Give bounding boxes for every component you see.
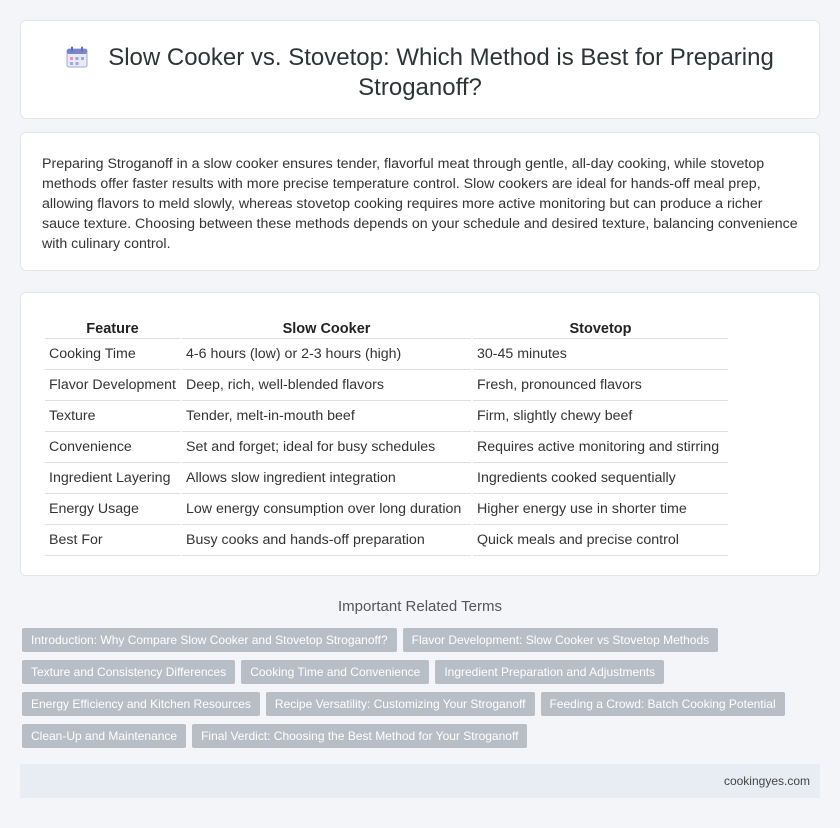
header-slow-cooker: Slow Cooker [182,315,471,339]
table-row [45,370,728,401]
stovetop-cell: 30-45 minutes [473,339,728,370]
related-term-tag[interactable]: Final Verdict: Choosing the Best Method for Your Stroganoff [192,724,527,748]
related-term-tag[interactable]: Energy Efficiency and Kitchen Resources [22,692,260,716]
feature-cell: Cooking Time [45,339,180,370]
stovetop-cell: Fresh, pronounced flavors [473,370,728,401]
table-row [45,339,728,370]
feature-cell: Best For [45,525,180,556]
slow-cooker-cell: 4-6 hours (low) or 2-3 hours (high) [182,339,471,370]
intro-text: Preparing Stroganoff in a slow cooker ensures tender, flavorful meat through gentle, all-day cooking, while stovetop methods offer faster results with more precise temperature control. Slow cookers are ideal for hands-off meal prep, allowing flavors to meld slowly, whereas stovetop cooking requires more active monitoring but can produce a richer sauce texture. Choosing between these methods depends on your schedule and desired texture, balancing convenience with culinary control. [42,156,798,252]
related-term-tag[interactable]: Flavor Development: Slow Cooker vs Stovetop Methods [403,628,718,652]
calendar-icon [66,46,88,68]
stovetop-cell: Firm, slightly chewy beef [473,401,728,432]
table-row [45,463,728,494]
comparison-table [43,315,730,556]
related-term-tag[interactable]: Feeding a Crowd: Batch Cooking Potential [541,692,785,716]
feature-cell: Energy Usage [45,494,180,525]
feature-cell: Flavor Development [45,370,180,401]
slow-cooker-cell: Deep, rich, well-blended flavors [182,370,471,401]
related-term-tag[interactable]: Recipe Versatility: Customizing Your Stroganoff [266,692,535,716]
footer-site-link[interactable]: cookingyes.com [723,774,810,788]
page-title: Slow Cooker vs. Stovetop: Which Method is Best for Preparing Stroganoff? [108,44,774,101]
comparison-card [20,292,820,576]
stovetop-cell: Quick meals and precise control [473,525,728,556]
slow-cooker-cell: Tender, melt-in-mouth beef [182,401,471,432]
table-row [45,494,728,525]
stovetop-cell: Ingredients cooked sequentially [473,463,728,494]
feature-cell: Texture [45,401,180,432]
slow-cooker-cell: Low energy consumption over long duration [182,494,471,525]
footer [20,764,820,798]
related-term-tag[interactable]: Introduction: Why Compare Slow Cooker and Stovetop Stroganoff? [22,628,397,652]
feature-cell: Convenience [45,432,180,463]
header-card [20,20,820,119]
stovetop-cell: Higher energy use in shorter time [473,494,728,525]
page-title-wrap [21,43,819,103]
stovetop-cell: Requires active monitoring and stirring [473,432,728,463]
table-row [45,432,728,463]
header-feature: Feature [45,315,180,339]
slow-cooker-cell: Allows slow ingredient integration [182,463,471,494]
related-terms-title: Important Related Terms [338,598,502,615]
table-row [45,525,728,556]
related-term-tag[interactable]: Texture and Consistency Differences [22,660,235,684]
slow-cooker-cell: Set and forget; ideal for busy schedules [182,432,471,463]
related-terms-list [22,628,812,748]
related-term-tag[interactable]: Clean-Up and Maintenance [22,724,186,748]
feature-cell: Ingredient Layering [45,463,180,494]
related-term-tag[interactable]: Ingredient Preparation and Adjustments [435,660,664,684]
table-row [45,401,728,432]
intro-card [20,132,820,271]
header-stovetop: Stovetop [473,315,728,339]
related-term-tag[interactable]: Cooking Time and Convenience [241,660,429,684]
table-header-row [45,315,728,339]
slow-cooker-cell: Busy cooks and hands-off preparation [182,525,471,556]
